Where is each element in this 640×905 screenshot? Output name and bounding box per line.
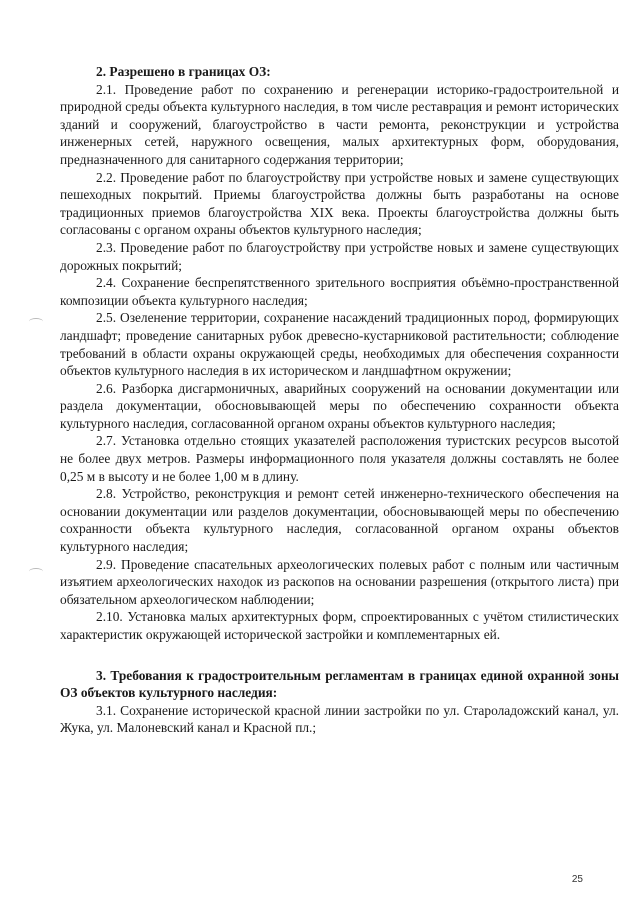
page-content — [60, 63, 619, 737]
list-item-2-9: 2.9. Проведение спасательных археологических полевых работ с полным или частичным изъятием археологических находок из раскопов на основании разрешения (открытого листа) при обязательном археологическом наблюдении; — [60, 556, 619, 607]
list-item-2-3: 2.3. Проведение работ по благоустройству при устройстве новых и замене существующих дорожных покрытий; — [60, 239, 619, 273]
section-2-heading: 2. Разрешено в границах ОЗ: — [96, 64, 271, 79]
list-item-2-10: 2.10. Установка малых архитектурных форм, спроектированных с учётом стилистических характеристик окружающей исторической застройки и комплементарных ей. — [60, 609, 619, 642]
list-item-2-4: 2.4. Сохранение беспрепятственного зрительного восприятия объёмно-пространственной композиции объекта культурного наследия; — [60, 275, 619, 308]
list-item-2-7: 2.7. Установка отдельно стоящих указателей расположения туристских ресурсов высотой не более двух метров. Размеры информационного поля указателя должны составлять не более 0,25 м в высоту и не более 1,00 м в длину. — [60, 433, 619, 484]
punch-hole-mark — [29, 568, 43, 575]
list-item-2-5: 2.5. Озеленение территории, сохранение насаждений традиционных пород, формирующих ландшафт; проведение санитарных рубок древесно-кустарниковой растительности; соблюдение требований в области охраны окружающей среды, необходимых для обеспечения сохранности объектов культурного наследия в их историческом и ландшафтном окружении; — [60, 310, 619, 379]
list-item-2-8: 2.8. Устройство, реконструкция и ремонт сетей инженерно-технического обеспечения на основании документации или разделов документации, обосновывающей меры по обеспечению сохранности объекта культурного наследия, согласованной органом охраны объектов культурного наследия; — [60, 486, 619, 555]
list-item-2-2: 2.2. Проведение работ по благоустройству при устройстве новых и замене существующих пешеходных покрытий. Приемы благоустройства должны быть разработаны на основе традиционных приемов благоустройства XIX века. Проекты благоустройства должны быть согласованы с органом охраны объектов культурного наследия; — [60, 169, 619, 238]
punch-hole-mark — [29, 318, 43, 325]
list-item-2-1: 2.1. Проведение работ по сохранению и регенерации историко-градостроительной и природной среды объекта культурного наследия, в том числе реставрация и ремонт исторических зданий и сооружений, благоустройство в части ремонта, реконструкции и устройства инженерных сетей, наружного освещения, малых архитектурных форм, оборудования, предназначенного для санитарного содержания территории; — [60, 81, 619, 167]
page-number: 25 — [571, 874, 583, 885]
list-item-2-6: 2.6. Разборка дисгармоничных, аварийных сооружений на основании документации или раздела документации, обосновывающей меры по обеспечению сохранности объекта культурного наследия, согласованной органом охраны объектов культурного наследия; — [60, 380, 619, 431]
section-3-heading: 3. Требования к градостроительным регламентам в границах единой охранной зоны ОЗ объектов культурного наследия: — [60, 667, 619, 701]
list-item-3-1: 3.1. Сохранение исторической красной линии застройки по ул. Староладожский канал, ул. Жука, ул. Малоневский канал и Красной пл.; — [60, 702, 619, 736]
